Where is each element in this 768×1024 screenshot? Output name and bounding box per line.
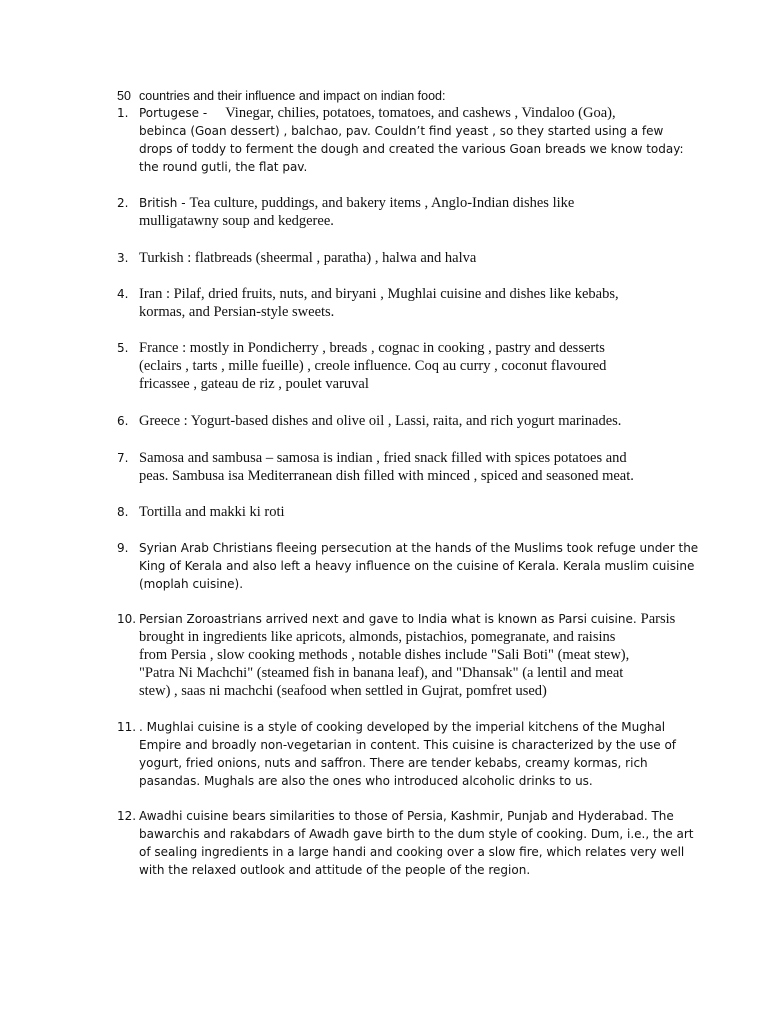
list-line: Greece : Yogurt-based dishes and olive oil , Lassi, raita, and rich yogurt marinades. [139,413,622,429]
list-label: British - [139,196,186,210]
list-number: 8. [117,505,129,519]
list-line: Awadhi cuisine bears similarities to those of Persia, Kashmir, Punjab and Hyderabad. The [139,809,674,823]
list-line: peas. Sambusa isa Mediterranean dish filled with minced , spiced and seasoned meat. [139,468,634,484]
list-line: . Mughlai cuisine is a style of cooking developed by the imperial kitchens of the Mughal [139,720,666,734]
list-line: Tortilla and makki ki roti [139,504,285,520]
list-line: Syrian Arab Christians fleeing persecution at the hands of the Muslims took refuge under the [139,541,699,555]
list-text: Tea culture, puddings, and bakery items , Anglo-Indian dishes like [189,195,575,211]
list-line: from Persia , slow cooking methods , notable dishes include "Sali Boti" (meat stew), [139,647,630,663]
list-line: Iran : Pilaf, dried fruits, nuts, and biryani , Mughlai cuisine and dishes like kebabs, [139,286,619,302]
list-line: "Patra Ni Machchi" (steamed fish in banana leaf), and "Dhansak" (a lentil and meat [139,665,624,681]
list-label: Portugese - [139,106,208,120]
list-line: bawarchis and rakabdars of Awadh gave birth to the dum style of cooking. Dum, i.e., the art [139,827,694,841]
list-text: Parsis [640,611,676,627]
list-text: Vinegar, chilies, potatoes, tomatoes, and cashews , Vindaloo (Goa), [225,105,616,121]
list-line: bebinca (Goan dessert) , balchao, pav. Couldn’t find yeast , so they started using a few [139,124,664,138]
list-number: 2. [117,196,129,210]
list-number: 3. [117,251,129,265]
list-line: King of Kerala and also left a heavy influence on the cuisine of Kerala. Kerala muslim cuisine [139,559,695,573]
list-label: Persian Zoroastrians arrived next and gave to India what is known as Parsi cuisine. [139,612,637,626]
list-line: stew) , saas ni machchi (seafood when settled in Gujrat, pomfret used) [139,683,547,699]
list-line: the round gutli, the flat pav. [139,160,308,174]
list-line: kormas, and Persian-style sweets. [139,304,335,320]
list-line [139,610,679,628]
list-line: mulligatawny soup and kedgeree. [139,213,334,229]
list-number: 10. [117,612,137,626]
list-line: drops of toddy to ferment the dough and created the various Goan breads we know today: [139,142,684,156]
heading-number: 50 [117,89,131,103]
list-line: fricassee , gateau de riz , poulet varuval [139,376,369,392]
list-line: yogurt, fried onions, nuts and saffron. There are tender kebabs, creamy kormas, rich [139,756,648,770]
list-line: brought in ingredients like apricots, almonds, pistachios, pomegranate, and raisins [139,629,616,645]
list-line: France : mostly in Pondicherry , breads , cognac in cooking , pastry and desserts [139,340,605,356]
list-line: (moplah cuisine). [139,577,244,591]
list-line: Empire and broadly non-vegetarian in content. This cuisine is characterized by the use of [139,738,677,752]
heading-text: countries and their influence and impact on indian food: [139,89,446,103]
list-number: 9. [117,541,129,555]
list-number: 6. [117,414,129,428]
list-line: with the relaxed outlook and attitude of the people of the region. [139,863,531,877]
list-line [139,194,679,212]
list-line: pasandas. Mughals are also the ones who introduced alcoholic drinks to us. [139,774,593,788]
list-number: 4. [117,287,129,301]
list-number: 12. [117,809,137,823]
list-line: Turkish : flatbreads (sheermal , paratha) , halwa and halva [139,250,477,266]
list-line [139,104,679,122]
list-number: 7. [117,451,129,465]
list-line: of sealing ingredients in a large handi and cooking over a slow fire, which relates very well [139,845,685,859]
list-number: 1. [117,106,129,120]
list-line: Samosa and sambusa – samosa is indian , fried snack filled with spices potatoes and [139,450,627,466]
list-line: (eclairs , tarts , mille fueille) , creole influence. Coq au curry , coconut flavoured [139,358,607,374]
list-number: 5. [117,341,129,355]
list-number: 11. [117,720,137,734]
